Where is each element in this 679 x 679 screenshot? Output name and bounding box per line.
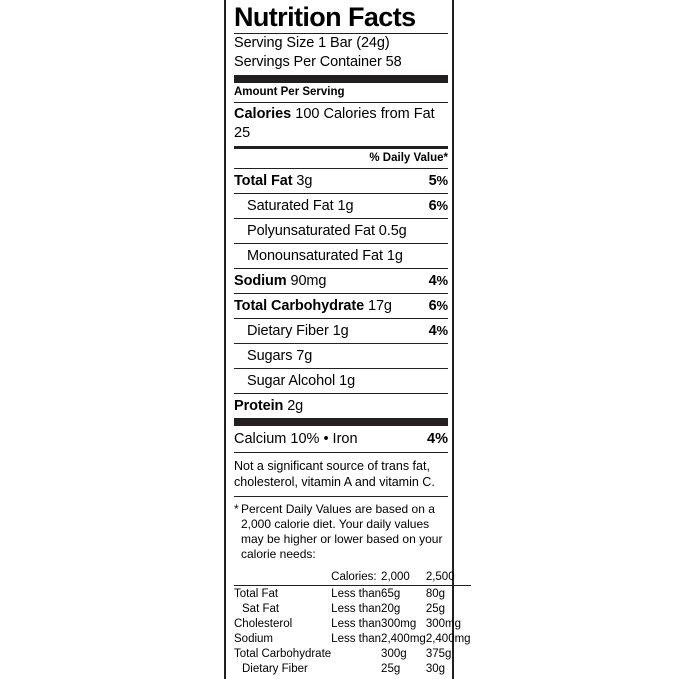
dv-table-header-row <box>234 569 471 584</box>
dv-table-header-cell: 2,500 <box>425 570 455 583</box>
nutrient-name: Polyunsaturated Fat 0.5g <box>247 223 407 239</box>
dv-row-value-2500: 375g <box>425 647 452 660</box>
dv-table-row <box>234 601 471 616</box>
footnote-text: Percent Daily Values are based on a 2,000 calorie diet. Your daily values may be higher or lower based on your calorie needs: <box>241 502 443 561</box>
daily-value-header: % Daily Value* <box>369 152 448 164</box>
dv-row-qualifier: Less than <box>331 602 382 615</box>
divider-thick-protein <box>234 418 448 426</box>
dv-row-name: Cholesterol <box>234 617 293 630</box>
dv-table-header-cell <box>234 569 331 584</box>
serving-size: Serving Size 1 Bar (24g) <box>234 35 390 51</box>
dv-row-value-2000: 65g <box>381 587 401 600</box>
nutrient-name: Saturated Fat 1g <box>247 198 354 214</box>
nutrient-row <box>234 394 448 418</box>
nutrient-list <box>234 169 448 418</box>
nutrient-name: Total Carbohydrate 17g <box>234 298 392 314</box>
nutrient-row <box>234 169 448 193</box>
dv-row-value-2500: 30g <box>425 662 445 675</box>
vitamins-row <box>234 426 448 452</box>
footnote-star: * <box>234 502 239 516</box>
nutrient-row <box>234 344 448 368</box>
nutrient-daily-value: 6% <box>428 198 448 214</box>
nutrient-row <box>234 219 448 243</box>
calories-from-fat: Calories from Fat 25 <box>234 106 435 141</box>
calories-label: Calories <box>234 106 292 122</box>
nutrient-daily-value: 6% <box>428 298 448 314</box>
dv-row-value-2500: 2,400mg <box>425 632 471 645</box>
servings-per-container: Servings Per Container 58 <box>234 54 402 70</box>
dv-table-row <box>234 646 471 661</box>
nutrient-name: Sodium 90mg <box>234 273 327 289</box>
nutrient-row <box>234 319 448 343</box>
page-title: Nutrition Facts <box>234 2 416 32</box>
dv-table-row <box>234 616 471 631</box>
nutrient-name: Total Fat 3g <box>234 173 313 189</box>
nutrient-name: Sugar Alcohol 1g <box>247 373 356 389</box>
dv-table-row <box>234 631 471 646</box>
dv-row-value-2000: 20g <box>381 602 401 615</box>
dv-row-name: Sodium <box>234 632 273 645</box>
nutrient-daily-value: 4% <box>428 323 448 339</box>
dv-row-name: Dietary Fiber <box>242 662 308 675</box>
vitamins-label: Calcium 10% • Iron <box>234 431 358 447</box>
dv-row-value-2000: 300mg <box>381 617 417 630</box>
nutrient-name: Monounsaturated Fat 1g <box>247 248 403 264</box>
dv-row-qualifier <box>331 661 381 676</box>
dv-row-value-2500: 25g <box>425 602 445 615</box>
dv-row-value-2500: 300mg <box>425 617 461 630</box>
nutrient-daily-value: 5% <box>428 173 448 189</box>
dv-row-name: Sat Fat <box>242 602 280 615</box>
nutrient-row <box>234 294 448 318</box>
calories-row <box>234 103 448 146</box>
dv-row-value-2000: 2,400mg <box>381 632 426 645</box>
nutrient-row <box>234 244 448 268</box>
dv-row-value-2000: 300g <box>381 647 407 660</box>
nutrient-row <box>234 369 448 393</box>
dv-table-row <box>234 661 471 676</box>
dv-row-qualifier: Less than <box>331 632 382 645</box>
dv-row-name: Total Carbohydrate <box>234 647 332 660</box>
amount-per-serving: Amount Per Serving <box>234 86 345 98</box>
footnote <box>234 497 448 566</box>
nutrient-row <box>234 194 448 218</box>
vitamins-value: 4% <box>427 431 448 447</box>
nutrient-name: Sugars 7g <box>247 348 313 364</box>
nutrient-name: Protein 2g <box>234 398 304 414</box>
dv-row-value-2000: 25g <box>381 662 401 675</box>
daily-values-table <box>234 569 471 676</box>
nutrient-name: Dietary Fiber 1g <box>247 323 349 339</box>
nutrient-row <box>234 269 448 293</box>
not-significant-note: Not a significant source of trans fat, cholesterol, vitamin A and vitamin C. <box>234 459 435 489</box>
dv-row-qualifier: Less than <box>331 587 382 600</box>
nutrition-facts-content <box>234 0 471 676</box>
divider-thick-top <box>234 75 448 83</box>
dv-row-qualifier <box>331 646 381 661</box>
calories-value: 100 <box>295 106 320 122</box>
dv-table-row <box>234 586 471 601</box>
dv-row-name: Total Fat <box>234 587 279 600</box>
dv-table-header-cell: Calories: <box>331 570 377 583</box>
nutrient-daily-value: 4% <box>428 273 448 289</box>
dv-row-qualifier: Less than <box>331 617 382 630</box>
nutrition-facts-panel <box>224 0 471 679</box>
dv-row-value-2500: 80g <box>425 587 445 600</box>
dv-table-header-cell: 2,000 <box>381 570 410 583</box>
